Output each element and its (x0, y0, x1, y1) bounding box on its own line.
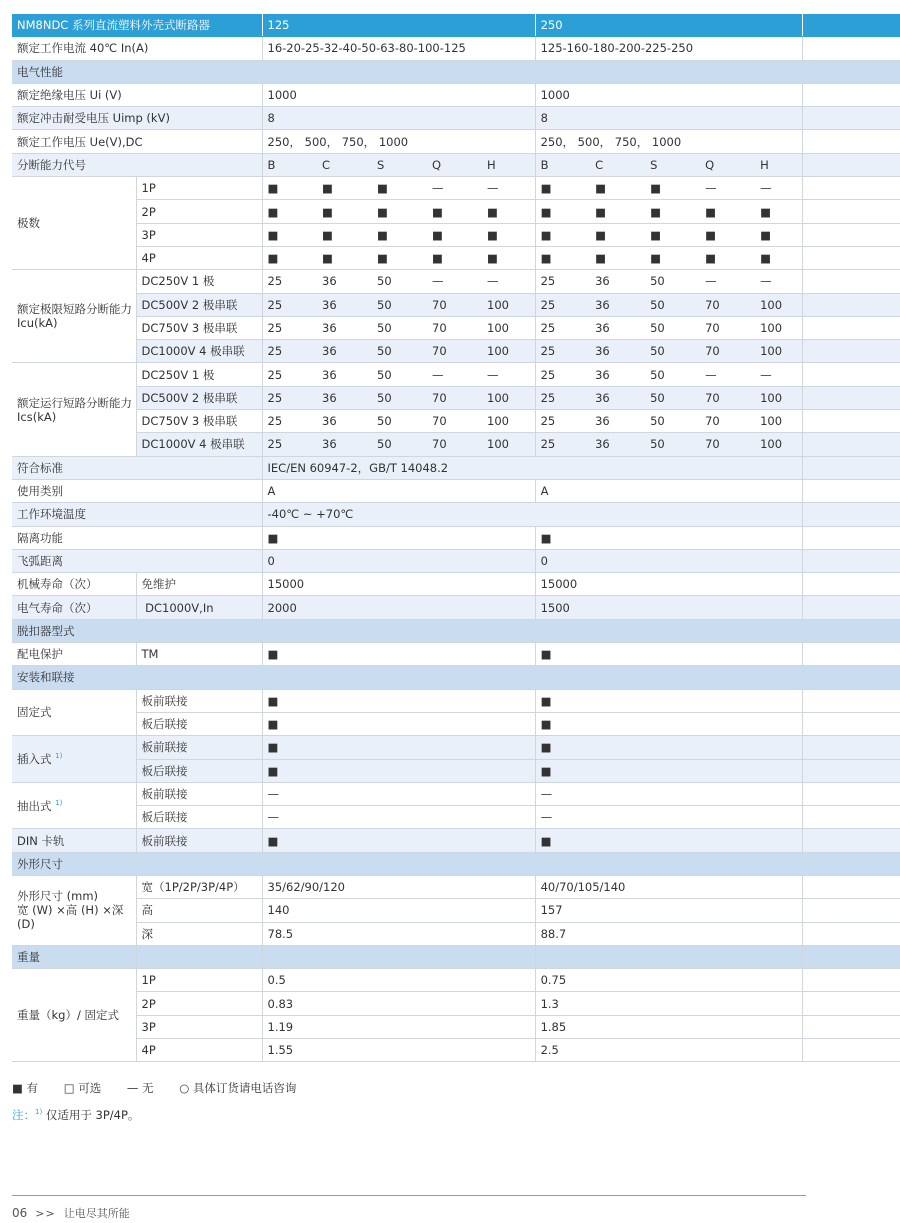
table-row: 额定运行短路分断能力 Ics(kA) DC250V 1 极 25 36 50 — — 25 36 50 — — (12, 363, 900, 386)
table-row: 机械寿命（次） 免维护 15000 15000 (12, 573, 900, 596)
table-row: 电气寿命（次） DC1000V,In 2000 1500 (12, 596, 900, 619)
footnote-mark: 1) (55, 752, 63, 761)
table-row: 重量（kg）/ 固定式 1P 0.5 0.75 (12, 969, 900, 992)
note-label: 注： (12, 1108, 35, 1122)
frame-125-header: 125 (262, 14, 535, 37)
table-row: 板后联接 — — (12, 806, 900, 829)
table-row: 飞弧距离 0 0 (12, 549, 900, 572)
table-row: 使用类别 A A (12, 479, 900, 502)
section-header: 电气性能 (12, 60, 900, 83)
table-row: 额定冲击耐受电压 Uimp (kV) 8 8 (12, 107, 900, 130)
table-row: 额定绝缘电压 Ui (V) 1000 1000 (12, 83, 900, 106)
frame-250-header: 250 (535, 14, 802, 37)
poles-group (12, 177, 900, 270)
legend-has: ■ 有 (12, 1081, 39, 1095)
table-row: 工作环境温度 -40℃ ~ +70℃ (12, 503, 900, 526)
table-row: 抽出式 $^{1)}$ 板前联接 — — (12, 782, 900, 805)
table-row: 额定工作电流 40℃ In(A) 16-20-25-32-40-50-63-80-100-125 125-160-180-200-225-250 (12, 37, 900, 60)
double-arrow-icon: >> (35, 1207, 56, 1220)
table-row: 深 78.5 88.7 (12, 922, 900, 945)
weight-group (12, 969, 900, 1062)
legend-optional: □ 可选 (63, 1081, 102, 1095)
page-number: 06 (12, 1206, 28, 1220)
table-row: 板后联接 ■ ■ (12, 712, 900, 735)
page-footer (12, 1205, 130, 1221)
note-text: 仅适用于 3P/4P。 (45, 1108, 140, 1122)
table-row: 固定式 板前联接 ■ ■ (12, 689, 900, 712)
table-row: 4P 1.55 2.5 (12, 1039, 900, 1062)
slogan: 让电尽其所能 (63, 1207, 130, 1220)
table-row: DC1000V 4 极串联 25 36 50 70 100 25 36 50 70 100 (12, 433, 900, 456)
table-row: DC500V 2 极串联 25 36 50 70 100 25 36 50 70 100 (12, 386, 900, 409)
table-row: 3P 1.19 1.85 (12, 1015, 900, 1038)
table-row: DC1000V 4 极串联 25 36 50 70 100 25 36 50 70 100 (12, 340, 900, 363)
table-row: 符合标准 IEC/EN 60947-2，GB/T 14048.2 (12, 456, 900, 479)
table-row: 外形尺寸 (mm) 宽 (W) ×高 (H) ×深 (D) 宽（1P/2P/3P/4P） 35/62/90/120 40/70/105/140 (12, 875, 900, 898)
table-row: 3P ■ ■ ■ ■ ■ ■ ■ ■ ■ ■ (12, 223, 900, 246)
table-row: 额定工作电压 Ue(V),DC 250， 500， 750， 1000 250， 500， 750， 1000 (12, 130, 900, 153)
table-row: 2P 0.83 1.3 (12, 992, 900, 1015)
section-header: 脱扣器型式 (12, 619, 900, 642)
icu-group (12, 270, 900, 363)
table-row: 高 140 157 (12, 899, 900, 922)
footer-divider (12, 1195, 806, 1196)
legend-none: — 无 (126, 1081, 154, 1095)
table-row: 2P ■ ■ ■ ■ ■ ■ ■ ■ ■ ■ (12, 200, 900, 223)
table-title: NM8NDC 系列直流塑料外壳式断路器 (12, 14, 262, 37)
table-row: 配电保护 TM ■ ■ (12, 643, 900, 666)
table-row: DC500V 2 极串联 25 36 50 70 100 25 36 50 70 100 (12, 293, 900, 316)
ics-group (12, 363, 900, 456)
legend (12, 1080, 318, 1096)
table-row: 插入式 $^{1)}$ 板前联接 ■ ■ (12, 736, 900, 759)
section-header: 安装和联接 (12, 666, 900, 689)
legend-consult: ○ 具体订货请电话咨询 (179, 1081, 297, 1095)
table-header (12, 14, 900, 37)
section-header: 重量 (12, 945, 900, 968)
table-row: 极数 1P ■ ■ ■ — — ■ ■ ■ — — (12, 177, 900, 200)
table-row: 分断能力代号 B C S Q H B C S Q H (12, 153, 900, 176)
table-row: 额定极限短路分断能力 Icu(kA) DC250V 1 极 25 36 50 — — 25 36 50 — — (12, 270, 900, 293)
table-row: 隔离功能 ■ ■ (12, 526, 900, 549)
table-row: DC750V 3 极串联 25 36 50 70 100 25 36 50 70 100 (12, 410, 900, 433)
footnote-mark: 1) (35, 1108, 43, 1117)
spec-table (12, 14, 900, 1062)
table-row: DC750V 3 极串联 25 36 50 70 100 25 36 50 70 100 (12, 316, 900, 339)
footnote (12, 1107, 139, 1123)
table-row: 板后联接 ■ ■ (12, 759, 900, 782)
table-row: DIN 卡轨 板前联接 ■ ■ (12, 829, 900, 852)
section-header: 外形尺寸 (12, 852, 900, 875)
footnote-mark: 1) (55, 798, 63, 807)
table-row: 4P ■ ■ ■ ■ ■ ■ ■ ■ ■ ■ (12, 246, 900, 269)
